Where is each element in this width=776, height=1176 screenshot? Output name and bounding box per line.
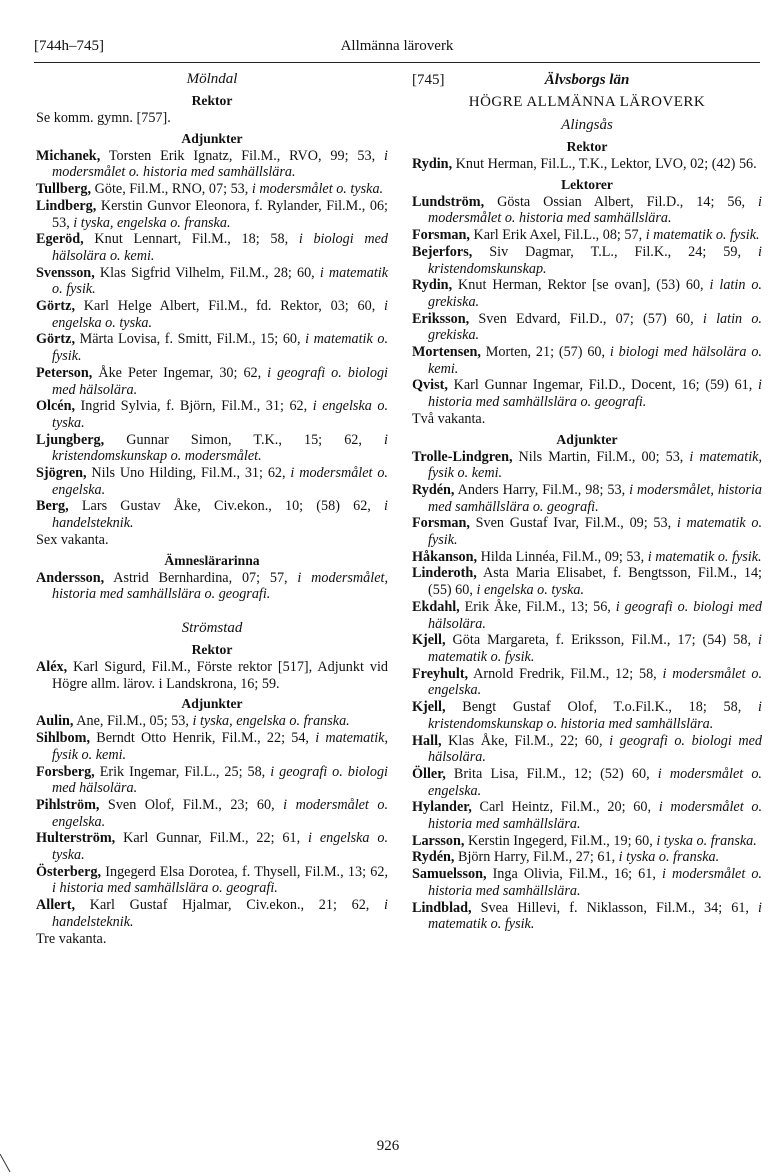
- entry-details: Morten, 21; (57) 60,: [480, 344, 610, 361]
- molndal-adjunkt-entry: [36, 398, 388, 431]
- entry-details: Klas Sigfrid Vilhelm, Fil.M., 28; 60,: [94, 264, 320, 281]
- page-number: 926: [376, 1138, 400, 1154]
- lektorer-heading-alingsas: Lektorer: [561, 176, 613, 192]
- entry-details: Sven Olof, Fil.M., 23; 60,: [99, 796, 284, 813]
- person-name: Rydin,: [412, 277, 453, 294]
- alingsas-adjunkter-list: [412, 449, 762, 933]
- person-name: Österberg,: [36, 863, 102, 880]
- entry-details: Karl Gustaf Hjalmar, Civ.ekon., 21; 62,: [75, 897, 385, 914]
- county-heading: Älvsborgs län: [544, 72, 630, 88]
- person-name: Hylander,: [412, 799, 472, 816]
- page-header: [34, 38, 760, 60]
- stromstad-rektor-wrap: [36, 659, 388, 692]
- stromstad-adjunkter-list: [36, 713, 388, 930]
- entry-details: Anders Harry, Fil.M., 98; 53,: [454, 481, 630, 498]
- entry-subjects: i matematik o. fysik.: [428, 515, 762, 549]
- entry-details: Arnold Fredrik, Fil.M., 12; 58,: [468, 665, 663, 682]
- rektor-heading-molndal: Rektor: [191, 93, 233, 108]
- entry-subjects: i engelska o. tyska.: [52, 298, 388, 331]
- entry-subjects: i kristendomskunskap o. historia med samhällslära.: [428, 699, 762, 732]
- alingsas-adjunkt-entry: [412, 515, 762, 548]
- alingsas-lektor-entry: [412, 344, 762, 377]
- entry-details: Sven Gustaf Ivar, Fil.M., 09; 53,: [469, 515, 677, 532]
- rektor-heading-stromstad: Rektor: [191, 641, 233, 657]
- county-row: [412, 70, 762, 90]
- entry-subjects: i engelska o. tyska.: [476, 582, 585, 599]
- stromstad-adjunkt-entry: [36, 897, 388, 930]
- adjunkter-heading-alingsas: Adjunkter: [556, 431, 618, 447]
- person-name: Ljungberg,: [36, 431, 105, 448]
- person-name: Mortensen,: [412, 344, 481, 361]
- alingsas-adjunkt-entry: [412, 833, 762, 850]
- entry-subjects: i modersmålet o. historia med samhällslära.: [428, 193, 762, 227]
- alingsas-rektor-entry: [412, 156, 762, 173]
- person-name: Pihlström,: [36, 796, 100, 813]
- alingsas-adjunkt-entry: [412, 666, 762, 699]
- person-name: Rydén,: [412, 849, 455, 866]
- person-name: Hulterström,: [36, 830, 116, 847]
- stromstad-adjunkt-entry: [36, 713, 388, 730]
- person-name: Rydin,: [412, 156, 453, 172]
- alingsas-lektor-entry: [412, 194, 762, 227]
- vakanta-lektorer-alingsas: Två vakanta.: [412, 410, 486, 427]
- person-name: Qvist,: [412, 377, 448, 394]
- person-name: Tullberg,: [36, 181, 92, 198]
- entry-subjects: i modersmålet o. historia med samhällslära.: [428, 799, 762, 833]
- person-name: Samuelsson,: [412, 866, 487, 883]
- right-column: [412, 70, 762, 933]
- entry-subjects: i geografi o. biologi med hälsolära.: [428, 732, 762, 766]
- entry-details: Åke Peter Ingemar, 30; 62,: [92, 364, 268, 381]
- alingsas-adjunkt-entry: [412, 849, 762, 866]
- entry-details: Märta Lovisa, f. Smitt, Fil.M., 15; 60,: [75, 331, 306, 348]
- entry-subjects: i historia med samhällslära o. geografi.: [52, 880, 278, 897]
- entry-details: Berndt Otto Henrik, Fil.M., 22; 54,: [90, 730, 316, 747]
- entry-subjects: i modersmålet, historia med samhällslära o. geografi.: [428, 481, 763, 515]
- entry-details: Knut Herman, Fil.L., T.K., Lektor, LVO, 02; (42) 56.: [452, 156, 757, 172]
- person-name: Lindberg,: [36, 197, 97, 214]
- person-name: Ekdahl,: [412, 598, 460, 615]
- person-name: Aulin,: [36, 713, 74, 730]
- person-name: Forsman,: [412, 227, 470, 244]
- molndal-adjunkt-entry: [36, 365, 388, 398]
- alingsas-adjunkt-entry: [412, 699, 762, 732]
- page-corner-mark: [0, 1150, 14, 1174]
- person-name: Michanek,: [36, 147, 101, 164]
- entry-details: Karl Helge Albert, Fil.M., fd. Rektor, 03; 60,: [75, 298, 385, 315]
- person-name: Görtz,: [36, 331, 75, 348]
- entry-details: Gösta Ossian Albert, Fil.D., 14; 56,: [484, 193, 759, 210]
- entry-details: Göte, Fil.M., RNO, 07; 53,: [91, 181, 252, 198]
- vakanta-stromstad: Tre vakanta.: [36, 930, 107, 947]
- entry-details: Nils Martin, Fil.M., 00; 53,: [512, 448, 690, 465]
- left-column: [36, 70, 388, 947]
- stromstad-adjunkt-entry: [36, 797, 388, 830]
- entry-subjects: i latin o. grekiska.: [428, 277, 762, 310]
- entry-details: Ingegerd Elsa Dorotea, f. Thysell, Fil.M., 13; 62,: [101, 863, 388, 880]
- molndal-adjunkt-entry: [36, 181, 388, 198]
- alingsas-adjunkt-entry: [412, 866, 762, 899]
- person-name: Sjögren,: [36, 465, 87, 482]
- person-name: Berg,: [36, 498, 69, 515]
- entry-details: Svea Hillevi, f. Niklasson, Fil.M., 34; 61,: [471, 899, 759, 916]
- place-heading-alingsas: Alingsås: [561, 117, 613, 133]
- entry-details: Astrid Bernhardina, 07; 57,: [104, 569, 298, 586]
- entry-details: Bengt Gustaf Olof, T.o.Fil.K., 18; 58,: [445, 699, 759, 716]
- molndal-adjunkt-entry: [36, 432, 388, 465]
- running-title: Allmänna läroverk: [340, 38, 454, 54]
- entry-subjects: i matematik o. fysik.: [52, 264, 389, 298]
- alingsas-adjunkt-entry: [412, 482, 762, 515]
- entry-subjects: i engelska o. tyska.: [52, 398, 389, 431]
- entry-subjects: i geografi o. biologi med hälsolära.: [52, 763, 388, 797]
- entry-details: Ane, Fil.M., 05; 53,: [73, 713, 193, 730]
- molndal-adjunkt-entry: [36, 265, 388, 298]
- person-name: Olcén,: [36, 398, 76, 415]
- entry-details: Sven Edvard, Fil.D., 07; (57) 60,: [469, 310, 703, 327]
- alingsas-adjunkt-entry: [412, 549, 762, 566]
- entry-subjects: i modersmålet, historia med samhällslära o. geografi.: [52, 569, 388, 603]
- entry-subjects: i modersmålet o. historia med samhällslära.: [52, 147, 388, 181]
- alingsas-adjunkt-entry: [412, 632, 762, 665]
- alingsas-lektor-entry: [412, 311, 762, 344]
- molndal-adjunkt-entry: [36, 465, 388, 498]
- entry-details: Nils Uno Hilding, Fil.M., 31; 62,: [86, 465, 291, 482]
- alingsas-lektor-entry: [412, 244, 762, 277]
- rektor-text-molndal: Se komm. gymn. [757].: [36, 110, 171, 126]
- person-name: Linderoth,: [412, 565, 477, 582]
- person-name: Hall,: [412, 732, 442, 749]
- person-name: Svensson,: [36, 264, 95, 281]
- entry-details: Knut Herman, Rektor [se ovan], (53) 60,: [452, 277, 710, 294]
- entry-details: Asta Maria Elisabet, f. Bengtsson, Fil.M., 14; (55) 60,: [428, 565, 762, 599]
- person-name: Sihlbom,: [36, 730, 91, 747]
- entry-subjects: i tyska, engelska o. franska.: [192, 713, 350, 730]
- person-name: Lindblad,: [412, 899, 472, 916]
- entry-subjects: i matematik o. fysik.: [428, 632, 762, 665]
- person-name: Forsberg,: [36, 763, 95, 780]
- entry-subjects: i matematik o. fysik.: [52, 331, 388, 365]
- person-name: Bejerfors,: [412, 243, 473, 260]
- entry-details: Gunnar Simon, T.K., 15; 62,: [104, 431, 385, 448]
- entry-subjects: i geografi o. biologi med hälsolära.: [428, 598, 762, 632]
- stromstad-adjunkt-entry: [36, 864, 388, 897]
- person-name: Görtz,: [36, 298, 75, 315]
- entry-subjects: i tyska o. franska.: [656, 832, 757, 849]
- entry-subjects: i tyska o. franska.: [618, 849, 720, 866]
- entry-subjects: i geografi o. biologi med hälsolära.: [52, 364, 388, 398]
- molndal-adjunkt-entry: [36, 198, 388, 231]
- molndal-amneslararinna-entry: [36, 570, 388, 603]
- entry-subjects: i handelsteknik.: [52, 897, 388, 930]
- stromstad-adjunkt-entry: [36, 830, 388, 863]
- molndal-amneslararinna-list: [36, 570, 388, 603]
- entry-subjects: i biologi med hälsolära o. kemi.: [428, 344, 762, 377]
- stromstad-adjunkt-entry: [36, 764, 388, 797]
- entry-details: Brita Lisa, Fil.M., 12; (52) 60,: [445, 765, 658, 782]
- alingsas-adjunkt-entry: [412, 900, 762, 933]
- alingsas-adjunkt-entry: [412, 565, 762, 598]
- entry-subjects: i modersmålet o. engelska.: [52, 796, 388, 830]
- alingsas-adjunkt-entry: [412, 449, 762, 482]
- entry-subjects: i modersmålet o. engelska.: [52, 465, 388, 498]
- entry-subjects: i handelsteknik.: [52, 498, 388, 532]
- entry-subjects: i modersmålet o. engelska.: [428, 765, 762, 799]
- person-name: Forsman,: [412, 515, 470, 532]
- alingsas-adjunkt-entry: [412, 799, 762, 832]
- rektor-heading-alingsas: Rektor: [566, 139, 608, 154]
- alingsas-lektor-entry: [412, 277, 762, 310]
- alingsas-adjunkt-entry: [412, 733, 762, 766]
- entry-details: Klas Åke, Fil.M., 22; 60,: [441, 732, 610, 749]
- entry-details: Torsten Erik Ignatz, Fil.M., RVO, 99; 53,: [100, 147, 385, 164]
- entry-subjects: i tyska, engelska o. franska.: [73, 214, 231, 231]
- entry-subjects: i matematik, fysik o. kemi.: [52, 730, 388, 763]
- molndal-adjunkt-entry: [36, 148, 388, 181]
- entry-details: Björn Harry, Fil.M., 27; 61,: [454, 849, 619, 866]
- person-name: Allert,: [36, 897, 75, 914]
- alingsas-rektor-wrap: [412, 156, 762, 173]
- molndal-adjunkt-entry: [36, 498, 388, 531]
- alingsas-lektorer-list: [412, 194, 762, 411]
- entry-details: Göta Margareta, f. Eriksson, Fil.M., 17; (54) 58,: [445, 632, 759, 649]
- person-name: Egeröd,: [36, 231, 84, 248]
- place-heading-stromstad: Strömstad: [181, 619, 243, 636]
- entry-details: Kerstin Gunvor Eleonora, f. Rylander, Fil.M., 06; 53,: [52, 197, 388, 231]
- alingsas-lektor-entry: [412, 377, 762, 410]
- molndal-adjunkt-entry: [36, 231, 388, 264]
- person-name: Kjell,: [412, 632, 446, 649]
- entry-details: Karl Gunnar, Fil.M., 22; 61,: [115, 830, 309, 847]
- entry-details: Lars Gustav Åke, Civ.ekon., 10; (58) 62,: [68, 498, 385, 515]
- molndal-adjunkter-list: [36, 148, 388, 532]
- entry-subjects: i biologi med hälsolära o. kemi.: [52, 231, 388, 264]
- person-name: Eriksson,: [412, 310, 470, 327]
- person-name: Andersson,: [36, 569, 105, 586]
- person-name: Rydén,: [412, 481, 455, 498]
- entry-subjects: i modersmålet o. engelska.: [428, 665, 762, 699]
- stromstad-rektor-entry: [36, 659, 388, 692]
- alingsas-adjunkt-entry: [412, 599, 762, 632]
- page-range: [744h–745]: [34, 38, 104, 54]
- entry-subjects: i modersmålet o. historia med samhällslära.: [428, 866, 762, 899]
- entry-subjects: i engelska o. tyska.: [52, 830, 388, 864]
- entry-details: Karl Sigurd, Fil.M., Förste rektor [517], Adjunkt vid Högre allm. lärov. i Landskrona, 16; 59.: [52, 658, 388, 692]
- vakanta-molndal: Sex vakanta.: [36, 531, 109, 548]
- adjunkter-heading-molndal: Adjunkter: [181, 130, 243, 146]
- entry-details: Erik Åke, Fil.M., 13; 56,: [459, 598, 616, 615]
- entry-subjects: i modersmålet o. tyska.: [251, 181, 384, 198]
- alingsas-adjunkt-entry: [412, 766, 762, 799]
- person-name: Kjell,: [412, 699, 446, 716]
- entry-details: Ingrid Sylvia, f. Björn, Fil.M., 31; 62,: [75, 398, 313, 415]
- entry-subjects: i matematik o. fysik.: [645, 227, 760, 244]
- stromstad-adjunkt-entry: [36, 730, 388, 763]
- molndal-adjunkt-entry: [36, 331, 388, 364]
- entry-subjects: i matematik, fysik o. kemi.: [428, 448, 762, 482]
- entry-details: Siv Dagmar, T.L., Fil.K., 24; 59,: [472, 243, 759, 260]
- entry-subjects: i kristendomskunskap.: [428, 243, 762, 277]
- molndal-adjunkt-entry: [36, 298, 388, 331]
- alingsas-lektor-entry: [412, 227, 762, 244]
- entry-details: Kerstin Ingegerd, Fil.M., 19; 60,: [464, 832, 657, 849]
- page-number-right: [745]: [412, 72, 445, 88]
- entry-subjects: i kristendomskunskap o. modersmålet.: [52, 431, 388, 465]
- person-name: Larsson,: [412, 832, 465, 849]
- entry-details: Erik Ingemar, Fil.L., 25; 58,: [94, 763, 271, 780]
- entry-subjects: i latin o. grekiska.: [428, 310, 762, 344]
- header-rule: [34, 62, 760, 63]
- place-heading-molndal: Mölndal: [186, 71, 238, 87]
- person-name: Lundström,: [412, 193, 485, 210]
- person-name: Håkanson,: [412, 548, 478, 565]
- person-name: Peterson,: [36, 364, 93, 381]
- person-name: Aléx,: [36, 658, 68, 675]
- entry-subjects: i historia med samhällslära o. geografi.: [428, 377, 762, 411]
- person-name: Freyhult,: [412, 665, 469, 682]
- entry-subjects: i matematik o. fysik.: [428, 899, 762, 933]
- entry-subjects: i matematik o. fysik.: [647, 548, 762, 565]
- adjunkter-heading-stromstad: Adjunkter: [181, 696, 243, 712]
- entry-details: Carl Heintz, Fil.M., 20; 60,: [471, 799, 659, 816]
- amneslararinna-heading-molndal: Ämneslärarinna: [164, 552, 260, 568]
- entry-details: Karl Erik Axel, Fil.L., 08; 57,: [469, 227, 646, 244]
- school-type-heading: HÖGRE ALLMÄNNA LÄROVERK: [468, 94, 706, 110]
- person-name: Trolle-Lindgren,: [412, 448, 513, 465]
- entry-details: Inga Olivia, Fil.M., 16; 61,: [486, 866, 662, 883]
- entry-details: Hilda Linnéa, Fil.M., 09; 53,: [477, 548, 648, 565]
- person-name: Öller,: [412, 765, 446, 782]
- entry-details: Knut Lennart, Fil.M., 18; 58,: [83, 231, 299, 248]
- entry-details: Karl Gunnar Ingemar, Fil.D., Docent, 16; (59) 61,: [447, 377, 759, 394]
